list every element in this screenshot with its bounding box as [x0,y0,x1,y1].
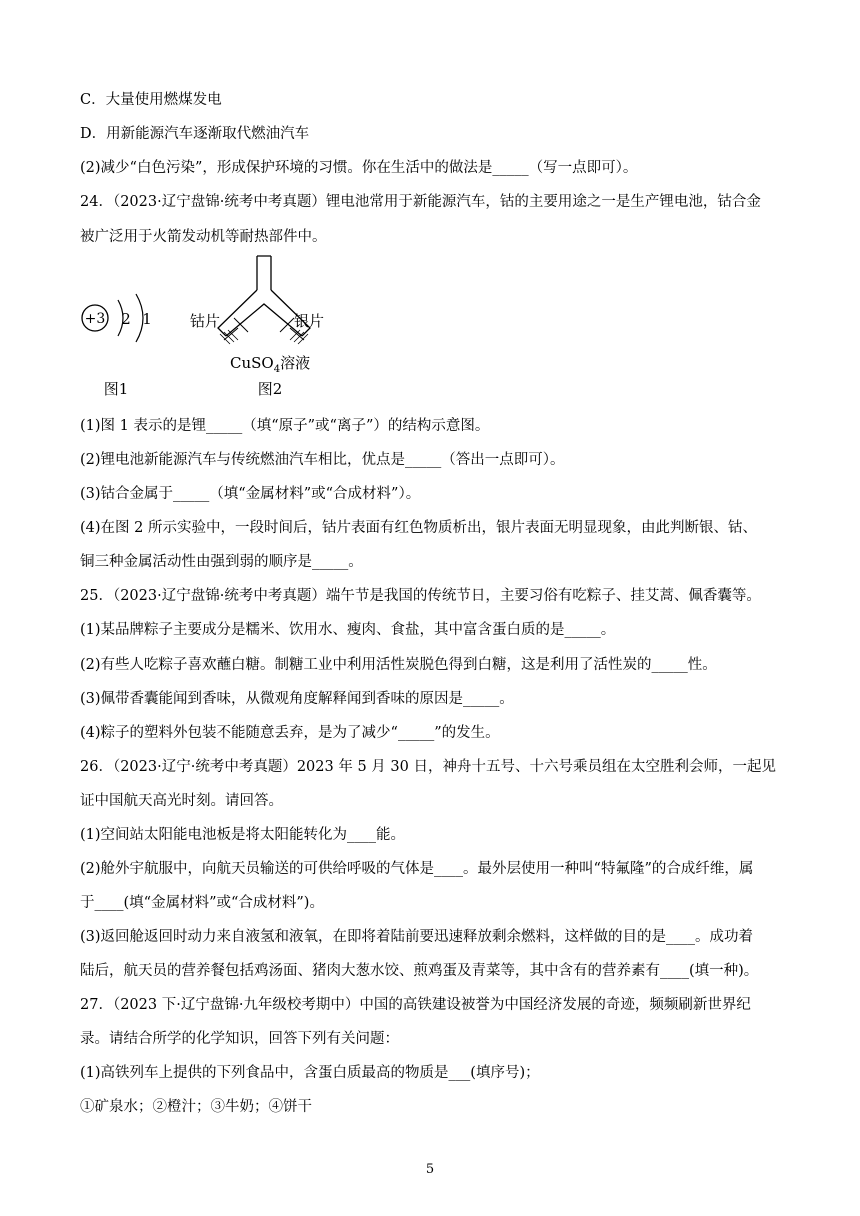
question-26-part-2-cont: 于____(填“金属材料”或“合成材料”)。 [80,895,324,911]
question-26-part-3-cont: 陆后，航天员的营养餐包括鸡汤面、猪肉大葱水饺、煎鸡蛋及青菜等，其中含有的营养素有____(填一种)。 [80,963,759,979]
question-24-part-1: (1)图 1 表示的是锂_____（填“原子”或“离子”）的结构示意图。 [80,418,490,434]
question-26-part-2: (2)舱外宇航服中，向航天员输送的可供给呼吸的气体是____。最外层使用一种叫“特氟隆”的合成纤维，属 [80,861,754,877]
question-26-part-3: (3)返回舱返回时动力来自液氢和液氧，在即将着陆前要迅速释放剩余燃料，这样做的目的是____。成功着 [80,929,754,945]
option-d: D．用新能源汽车逐渐取代燃油汽车 [80,126,310,142]
question-23-part-2: (2)减少“白色污染”，形成保护环境的习惯。你在生活中的做法是_____（写一点即可）。 [80,160,638,176]
question-25-part-4: (4)粽子的塑料外包装不能随意丢弃，是为了减少“_____”的发生。 [80,725,500,741]
question-26-part-1: (1)空间站太阳能电池板是将太阳能转化为____能。 [80,827,406,843]
question-25-stem: 25．（2023·辽宁盘锦·统考中考真题）端午节是我国的传统节日，主要习俗有吃粽子、挂艾蒿、佩香囊等。 [80,588,761,604]
question-24-stem: 24．（2023·辽宁盘锦·统考中考真题）锂电池常用于新能源汽车，钴的主要用途之一是生产锂电池，钴合金 [80,194,761,210]
question-24-stem-2: 被广泛用于火箭发动机等耐热部件中。 [80,229,327,245]
question-26-stem-2: 证中国航天高光时刻。请回答。 [80,793,283,809]
shell-2-electrons: 1 [142,310,152,328]
shell-1-electrons: 2 [121,310,131,328]
question-24-part-4-cont: 铜三种金属活动性由强到弱的顺序是_____。 [80,554,363,570]
figure-1-caption: 图1 [103,380,129,398]
question-27-options: ①矿泉水；②橙汁；③牛奶；④饼干 [80,1099,312,1115]
question-25-part-2: (2)有些人吃粽子喜欢蘸白糖。制糖工业中利用活性炭脱色得到白糖，这是利用了活性炭的_____性。 [80,657,717,673]
figure-2-caption: 图2 [257,380,283,398]
figure-2-y-tube-experiment [190,254,350,400]
question-25-part-1: (1)某品牌粽子主要成分是糯米、饮用水、瘦肉、食盐，其中富含蛋白质的是_____。 [80,622,616,638]
question-27-stem-2: 录。请结合所学的化学知识，回答下列有关问题： [80,1031,399,1047]
question-24-part-4: (4)在图 2 所示实验中，一段时间后，钴片表面有红色物质析出，银片表面无明显现象，由此判断银、钴、 [80,520,757,536]
option-c: C．大量使用燃煤发电 [80,92,222,108]
question-27-stem: 27．（2023 下·辽宁盘锦·九年级校考期中）中国的高铁建设被誉为中国经济发展的奇迹，频频刷新世界纪 [80,997,751,1013]
question-26-stem: 26．（2023·辽宁·统考中考真题）2023 年 5 月 30 日，神舟十五号、十六号乘员组在太空胜利会师，一起见 [80,759,776,775]
page-number: 5 [425,1162,435,1177]
nucleus-charge: +3 [84,311,106,327]
question-24-part-3: (3)钴合金属于_____（填“金属材料”或“合成材料”）。 [80,486,421,502]
question-25-part-3: (3)佩带香囊能闻到香味，从微观角度解释闻到香味的原因是_____。 [80,691,514,707]
cobalt-label: 钴片 [190,312,220,330]
figure-1-lithium-structure [80,290,170,400]
solution-label: CuSO$_4$溶液 [230,354,311,375]
question-24-part-2: (2)锂电池新能源汽车与传统燃油汽车相比，优点是_____（答出一点即可）。 [80,452,565,468]
silver-label: 银片 [294,312,325,330]
question-27-part-1: (1)高铁列车上提供的下列食品中，含蛋白质最高的物质是___(填序号)； [80,1065,540,1081]
